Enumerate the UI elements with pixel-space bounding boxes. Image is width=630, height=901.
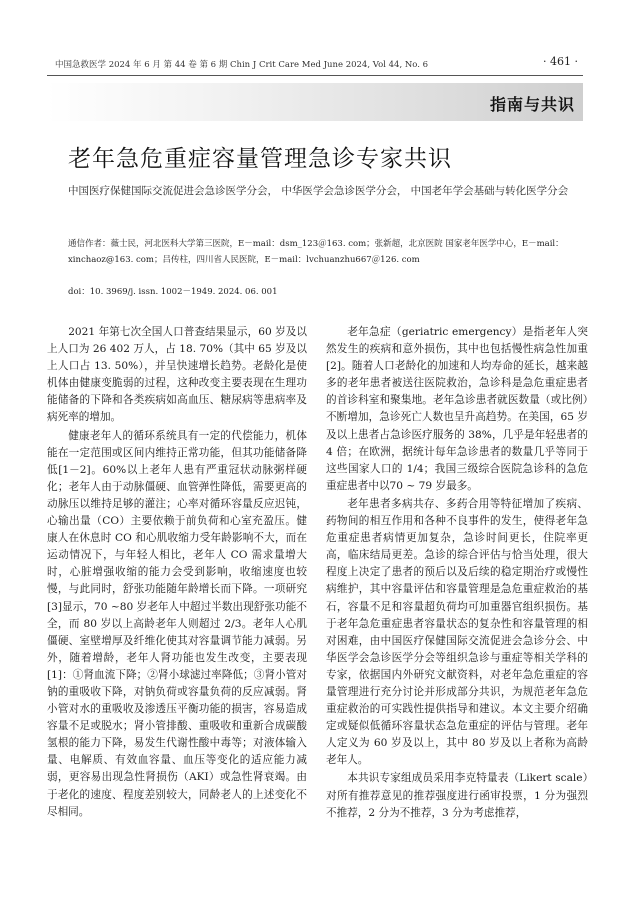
body-paragraph: 老年患者多病共存、多药合用等特征增加了疾病、药物间的相互作用和各种不良事件的发生，使得老年急危重症患者病情更加复杂，急诊时间更长，住院率更高，临床结局更差。急诊的综合评估与恰当处理，很大程度上决定了患者的预后以及后续的稳定期治疗或慢性病维护，其中容量评估和容量管理是急危重症救治的基石，容量不足和容量超负荷均可加重器官组织损伤。基于老年急危重症患者容量状态的复杂性和容量管理的相对困难，由中国医疗保健国际交流促进会急诊分会、中华医学会急诊医学分会等组织急诊与重症等相关学科的专家，依据国内外研究文献资料，对老年急危重症的容量管理进行充分讨论并形成部分共识，为规范老年急危重症救治的可实践性提供指导和建议。本文主要介绍确定或疑似低循环容量状态急危重症的评估与管理。老年人定义为 60 岁及以上，其中 80 岁及以上者称为高龄老年人。	[326, 497, 588, 767]
body-paragraph: 老年急症（geriatric emergency）是指老年人突然发生的疾病和意外损伤，其中也包括慢性病急性加重[2]。随着人口老龄化的加速和人均寿命的延长，越来越多的老年患者被送往医院救治，急诊科是急危重症患者的首诊科室和聚集地。老年急诊患者就医数量（或比例）不断增加，急诊死亡人数也呈升高趋势。在美国，65 岁及以上患者占急诊医疗服务的 38%，几乎是年轻患者的 4 倍；在欧洲，据统计每年急诊患者的数量几乎等同于这些国家人口的 1/4；我国三级综合医院急诊科的急危重症患者中以70 ~ 79 岁最多。	[326, 326, 588, 492]
running-head: 中国急救医学 2024 年 6 月 第 44 卷 第 6 期 Chin J Crit Care Med June 2024, Vol 44, No. 6	[55, 60, 429, 70]
body-paragraph: 2021 年第七次全国人口普查结果显示，60 岁及以上人口为 26 402 万人，占 18. 70%（其中 65 岁及以上人口占 13. 50%），并呈快速增长趋势。老龄化是使机体由健康变脆弱的过程，这种改变主要表现在生理功能储备的下降和各类疾病如高血压、糖尿病等患病率及病死率的增加。	[47, 326, 307, 424]
body-column-right	[326, 324, 588, 822]
author-organizations: 中国医疗保健国际交流促进会急诊医学分会， 中华医学会急诊医学分会， 中国老年学会基础与转化医学分会	[68, 185, 569, 197]
header-divider	[47, 75, 583, 76]
article-title: 老年急危重症容量管理急诊专家共识	[68, 146, 452, 172]
body-paragraph: 本共识专家组成员采用李克特量表（Likert scale）对所有推荐意见的推荐强度进行函审投票，1 分为强烈不推荐，2 分为不推荐，3 分为考虑推荐，	[326, 772, 588, 819]
page-number: · 461 ·	[543, 55, 578, 68]
section-banner	[47, 83, 583, 121]
correspondence-authors: 通信作者：薇士民，河北医科大学第三医院，E－mail：dsm_123＠163. com；张新超，北京医院 国家老年医学中心，E－mail：xinchaoz@163. com；吕传柱，四川省人民医院，E－mail：lvchuanzhu667＠126. com	[68, 239, 564, 265]
body-paragraph: 健康老年人的循环系统具有一定的代偿能力，机体能在一定范围或区间内维持正常功能，但其功能储备降低[1－2]。60%以上老年人患有严重冠状动脉粥样硬化；老年人由于动脉僵硬、血管弹性降低，需要更高的动脉压以维持足够的灌注；心率对循环容量反应迟钝，心输出量（CO）主要依赖于前负荷和心室充盈压。健康人在休息时 CO 和心肌收缩力受年龄影响不大，而在运动情况下，与年轻人相比，老年人 CO 需求量增大时，心脏增强收缩的能力会受到影响，收缩速度也较慢，与此同时，舒张功能随年龄增长而下降。一项研究[3]显示，70 ~80 岁老年人中超过半数出现舒张功能不全，而 80 岁以上高龄老年人则超过 2/3。老年人心肌僵硬、室壁增厚及纤维化使其对容量调节能力减弱。另外，随着增龄，老年人肾功能也发生改变，主要表现[1]：①肾血流下降；②肾小球滤过率降低；③肾小管对钠的重吸收下降，对钠负荷或容量负荷的反应减弱。肾小管对水的重吸收及渗透压平衡功能的损害，容易造成容量不足或脱水；肾小管排酸、重吸收和重新合成碳酸氢根的能力下降，易发生代谢性酸中毒等；对液体输入量、电解质、有效血容量、血压等变化的适应能力减弱，更容易出现急性肾损伤（AKI）或急性肾衰竭。由于老化的速度、程度差别较大，同龄老人的上述变化不尽相同。	[47, 429, 307, 818]
body-column-left	[47, 324, 307, 821]
doi-line: doi：10. 3969/j. issn. 1002－1949. 2024. 06. 001	[68, 287, 278, 297]
section-label: 指南与共识	[489, 95, 575, 114]
